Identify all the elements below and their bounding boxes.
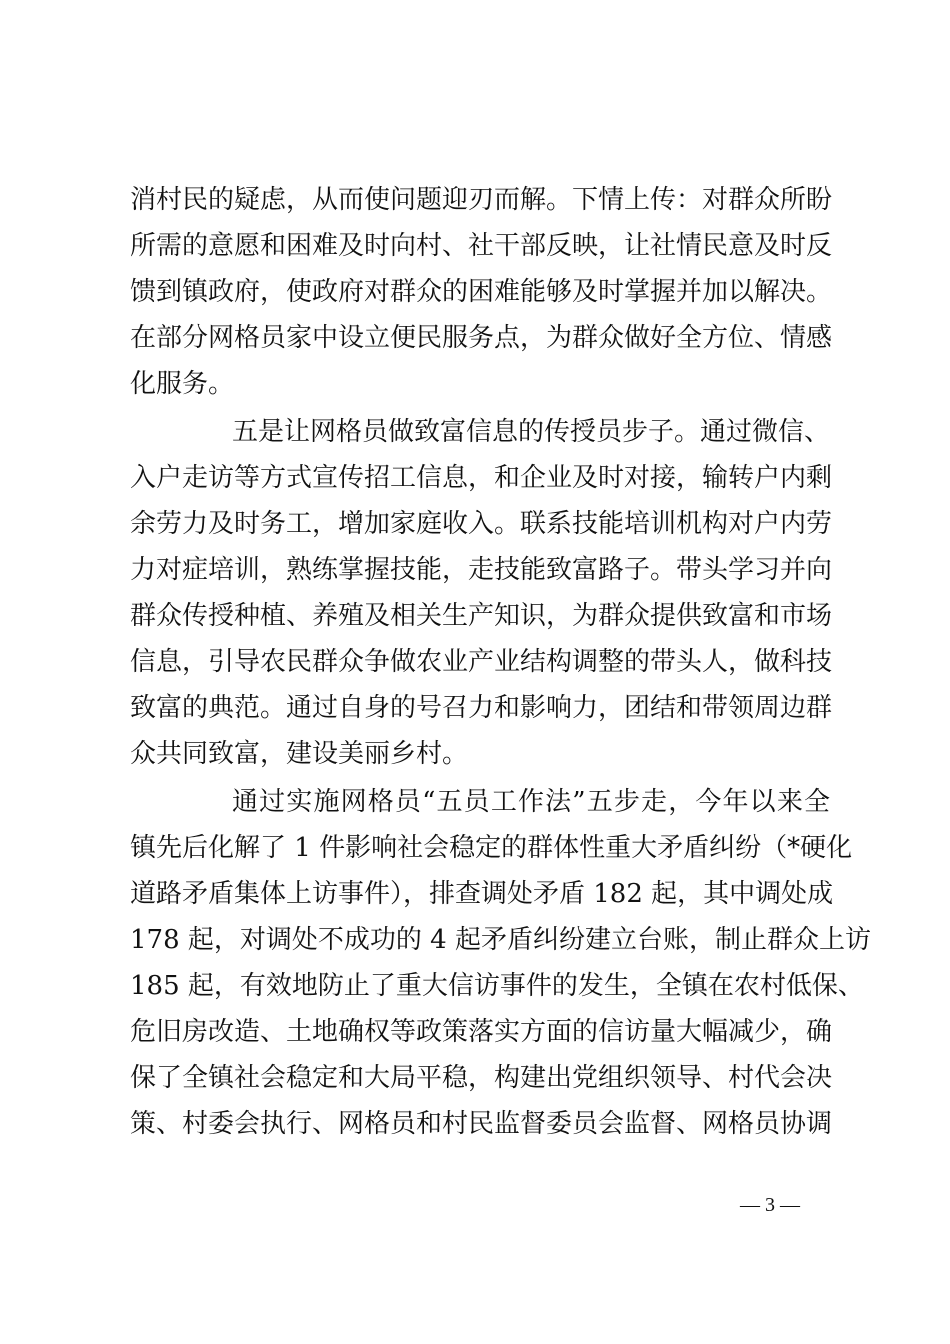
text-line: 危旧房改造、土地确权等政策落实方面的信访量大幅减少，确 (130, 1017, 833, 1047)
text-line: 185 起，有效地防止了重大信访事件的发生，全镇在农村低保、 (130, 971, 864, 1001)
text-line: 馈到镇政府，使政府对群众的困难能够及时掌握并加以解决。 (130, 277, 833, 307)
text-line: 众共同致富，建设美丽乡村。 (130, 739, 469, 769)
paragraph-start-line: 通过实施网格员“五员工作法”五步走，今年以来全 (232, 787, 830, 817)
page-number: — 3 — (740, 1194, 800, 1216)
text-line: 入户走访等方式宣传招工信息，和企业及时对接，输转户内剩 (130, 463, 833, 493)
text-line: 力对症培训，熟练掌握技能，走技能致富路子。带头学习并向 (130, 555, 833, 585)
paragraph-start-line: 五是让网格员做致富信息的传授员步子。通过微信、 (232, 417, 831, 447)
text-line: 策、村委会执行、网格员和村民监督委员会监督、网格员协调 (130, 1109, 833, 1139)
text-line: 所需的意愿和困难及时向村、社干部反映，让社情民意及时反 (130, 231, 833, 261)
text-line: 镇先后化解了 1 件影响社会稳定的群体性重大矛盾纠纷（*硬化 (130, 833, 853, 863)
text-line: 保了全镇社会稳定和大局平稳，构建出党组织领导、村代会决 (130, 1063, 833, 1093)
text-line: 在部分网格员家中设立便民服务点，为群众做好全方位、情感 (130, 323, 833, 353)
text-line: 群众传授种植、养殖及相关生产知识，为群众提供致富和市场 (130, 601, 833, 631)
text-line: 道路矛盾集体上访事件），排查调处矛盾 182 起，其中调处成 (130, 879, 834, 909)
text-line: 余劳力及时务工，增加家庭收入。联系技能培训机构对户内劳 (130, 509, 833, 539)
text-line: 消村民的疑虑，从而使问题迎刃而解。下情上传：对群众所盼 (130, 185, 833, 215)
text-line: 178 起，对调处不成功的 4 起矛盾纠纷建立台账，制止群众上访 (130, 925, 871, 955)
text-line: 信息，引导农民群众争做农业产业结构调整的带头人，做科技 (130, 647, 833, 677)
text-line: 化服务。 (130, 369, 235, 399)
text-line: 致富的典范。通过自身的号召力和影响力，团结和带领周边群 (130, 693, 833, 723)
